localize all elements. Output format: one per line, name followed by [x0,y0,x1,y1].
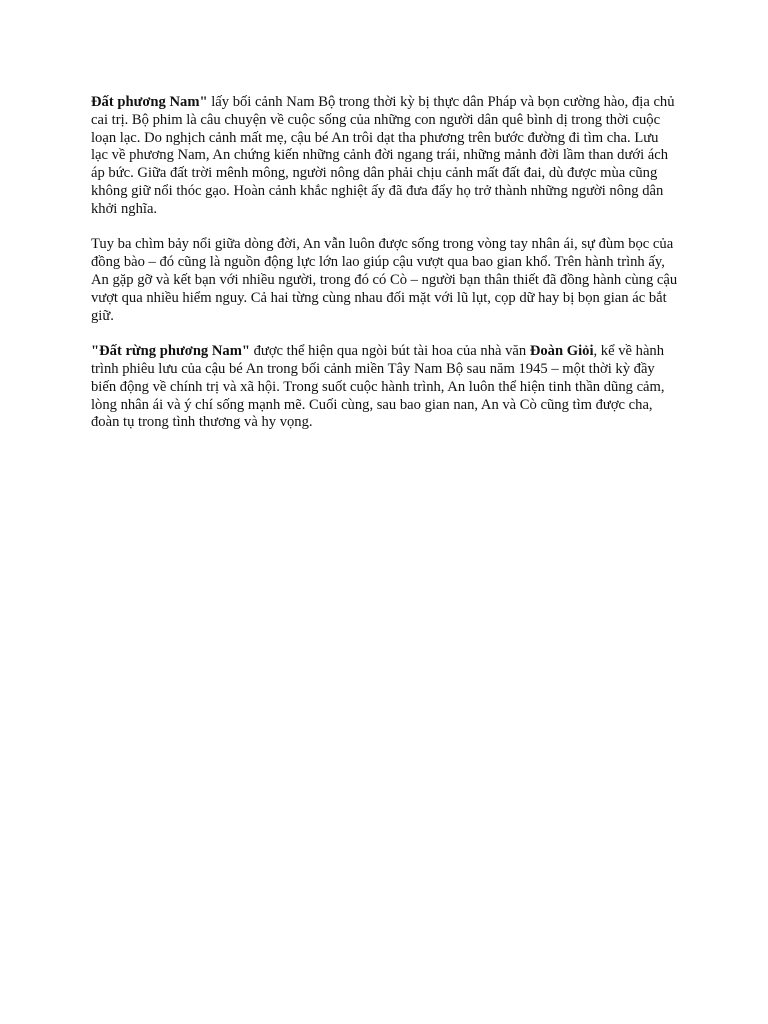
author-name: Đoàn Giỏi [529,343,594,360]
paragraph-2-text: Tuy ba chìm bảy nổi giữa dòng đời, An vẫn luôn được sống trong vòng tay nhân ái, sự đùm bọc của đồng bào – đó cũng là nguồn động lực lớn lao giúp cậu vượt qua bao gian khổ. Trên hành trình ấy, An gặp gỡ và kết bạn với nhiều người, trong đó có Cò – người bạn thân thiết đã đồng hành cùng cậu vượt qua nhiều hiểm nguy. Cả hai từng cùng nhau đối mặt với lũ lụt, cọp dữ hay bị bọn gian ác bắt giữ. [91,236,678,324]
film-title-dat-phuong-nam: Đất phương Nam" [91,94,208,110]
paragraph-3 [91,343,679,432]
paragraph-2 [91,236,679,325]
paragraph-3-text-a: được thể hiện qua ngòi bút tài hoa của nhà văn [249,343,530,360]
paragraph-1-text: lấy bối cảnh Nam Bộ trong thời kỳ bị thực dân Pháp và bọn cường hào, địa chủ cai trị. Bộ phim là câu chuyện về cuộc sống của những con người dân quê bình dị trong thời cuộc loạn lạc. Do nghịch cảnh mất mẹ, cậu bé An trôi dạt tha phương trên bước đường đi tìm cha. Lưu lạc về phương Nam, An chứng kiến những cảnh đời ngang trái, những mảnh đời lầm than dưới ách áp bức. Giữa đất trời mênh mông, người nông dân phải chịu cảnh mất đất đai, dù được mùa cũng không giữ nổi thóc gạo. Hoàn cảnh khắc nghiệt ấy đã đưa đẩy họ trở thành những người nông dân khởi nghĩa. [91,94,675,217]
paragraph-1 [91,94,679,219]
novel-title-dat-rung-phuong-nam: "Đất rừng phương Nam" [91,343,250,360]
document-body [91,94,679,450]
paragraph-3-text-b: , kể về hành trình phiêu lưu của cậu bé An trong bối cảnh miền Tây Nam Bộ sau năm 1945 – một thời kỳ đầy biến động về chính trị và xã hội. Trong suốt cuộc hành trình, An luôn thể hiện tinh thần dũng cảm, lòng nhân ái và ý chí sống mạnh mẽ. Cuối cùng, sau bao gian nan, An và Cò cũng tìm được cha, đoàn tụ trong tình thương và hy vọng. [91,343,665,431]
